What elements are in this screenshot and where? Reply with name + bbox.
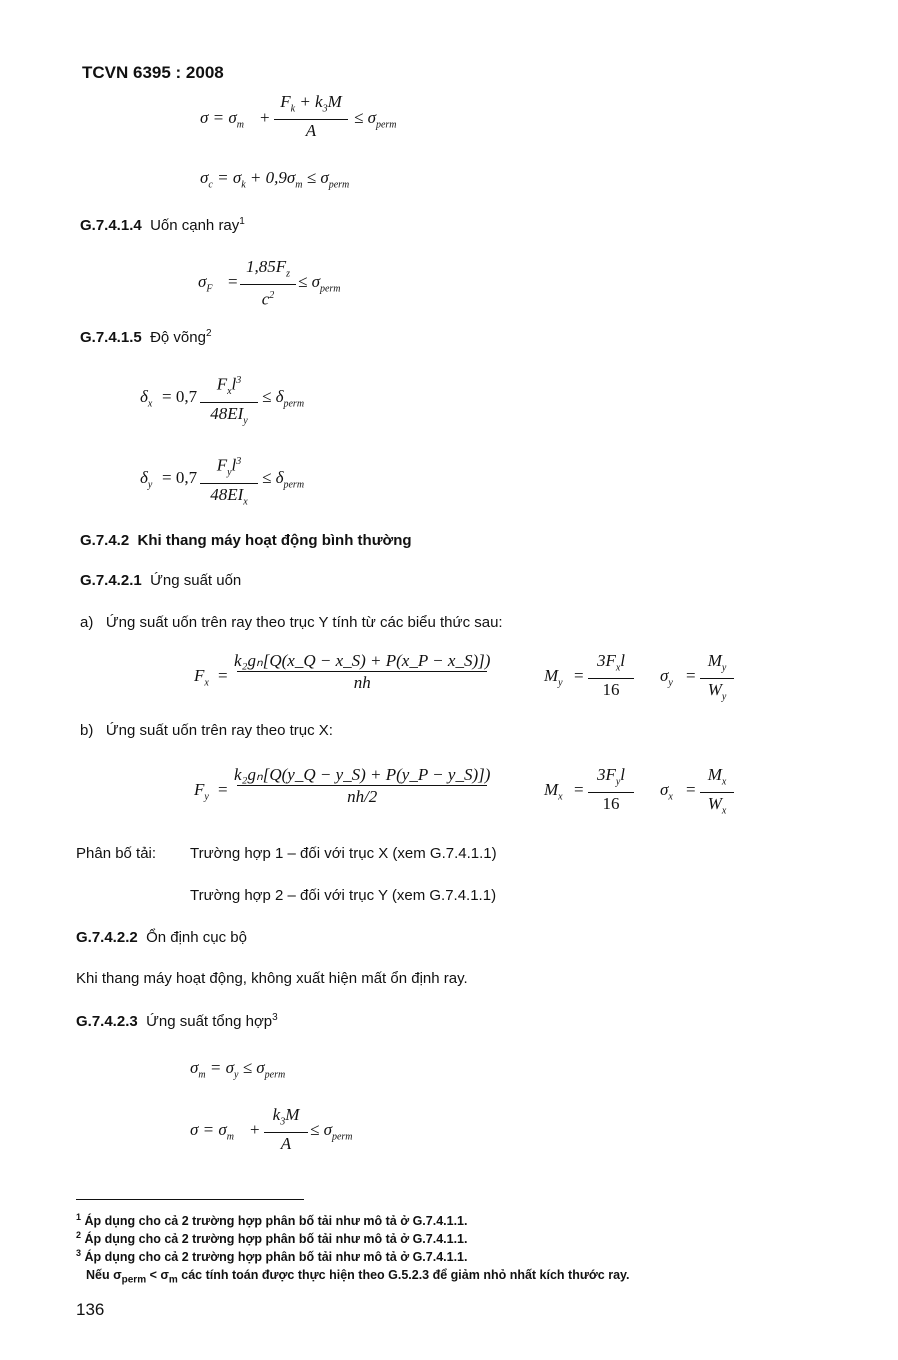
eq7-m-num-tail: l (620, 765, 626, 784)
heading-g7442 (80, 532, 412, 549)
eq1-lhs-text: σ = σ (200, 108, 237, 127)
eq7-s-equals: = (686, 780, 696, 799)
eq9-lhs-text: σ = σ (190, 1120, 227, 1139)
eq4-lhs-text: δ (140, 387, 148, 406)
heading-g74422 (76, 929, 247, 946)
eq7-m-fraction (588, 764, 634, 814)
heading-code: G.7.4.1.5 (80, 329, 142, 346)
eq4-num-sup: 3 (236, 375, 242, 386)
eq6-m-num-tail: l (620, 651, 626, 670)
eq4-num-tail: l (231, 374, 237, 394)
footnote-mark: 3 (76, 1248, 82, 1258)
eq3-num-sub: z (286, 268, 291, 280)
eq1-rel-sub: perm (375, 119, 397, 131)
heading-g74421 (80, 572, 241, 589)
eq6-equals: = (218, 666, 228, 685)
eq5-rel (262, 468, 304, 490)
eq5-lhs-text: δ (140, 468, 148, 487)
list-marker: a) (80, 614, 94, 631)
eq6-fraction (232, 650, 492, 693)
load-distribution-label: Phân bố tải: (76, 845, 157, 862)
eq5-fraction (200, 451, 258, 512)
list-text: Ứng suất uốn trên ray theo trục X: (105, 722, 333, 739)
eq2-c: + 0,9σ (245, 168, 296, 187)
footnote-3 (76, 1248, 467, 1264)
eq5-rel-text: ≤ δ (262, 468, 284, 487)
eq6-m-sub: y (558, 677, 563, 689)
eq7-s-den-sub: x (721, 805, 727, 817)
eq1-rel (354, 108, 397, 130)
eq8-c: ≤ σ (238, 1058, 265, 1077)
eq6-s-equals: = (686, 666, 696, 685)
list-item-b (80, 722, 333, 739)
eq6-m-denominator: 16 (588, 678, 634, 700)
eq3-numerator (244, 256, 292, 284)
fn-extra-c: các tính toán được thực hiện theo G.5.2.3 để giảm nhỏ nhất kích thước ray. (177, 1268, 630, 1282)
eq4-rel-sub: perm (283, 398, 305, 410)
fn-extra-sub2: m (168, 1274, 178, 1286)
eq7-m: M (544, 780, 559, 799)
eq7-m-sub: x (558, 791, 563, 803)
eq6-m-num-sub: x (615, 662, 621, 674)
heading-code: G.7.4.2.1 (80, 572, 142, 589)
eq1-num-c: M (327, 92, 342, 111)
eq7-m-denominator: 16 (588, 792, 634, 814)
eq5-den: 48EI (210, 485, 244, 505)
eq6-m-equals: = (574, 666, 584, 685)
footnote-ref: 3 (272, 1012, 278, 1023)
eq4-lhs-sub: x (147, 398, 153, 410)
footnote-text: Áp dụng cho cả 2 trường hợp phân bố tải như mô tả ở G.7.4.1.1. (84, 1232, 468, 1247)
eq3-lhs-text: σ (198, 272, 207, 291)
eq6-m-num: 3F (596, 651, 616, 670)
eq3-lhs (198, 272, 213, 294)
eq6-m: M (544, 666, 559, 685)
eq5-den-sub: x (243, 496, 248, 508)
list-text: Ứng suất uốn trên ray theo trục Y tính từ các biểu thức sau: (105, 614, 503, 631)
eq7-m-lhs (544, 780, 563, 802)
eq3-rel-text: ≤ σ (298, 272, 320, 291)
eq6-m-lhs (544, 666, 563, 688)
eq7-equals: = (218, 780, 228, 799)
eq5-num: F (216, 455, 228, 475)
eq6-m-fraction (588, 650, 634, 700)
eq5-num-sup: 3 (236, 456, 242, 467)
eq6-m-numerator (595, 650, 627, 678)
eq9-lhs (190, 1120, 234, 1142)
heading-title: Ứng suất uốn (150, 572, 242, 589)
eq7-m-numerator (595, 764, 627, 792)
eq4-numerator (215, 370, 244, 402)
eq4-num-sub: x (227, 386, 232, 398)
heading-title: Khi thang máy hoạt động bình thường (137, 532, 412, 549)
eq9-rel (310, 1120, 353, 1142)
footnote-ref: 2 (205, 328, 212, 339)
footnote-2 (76, 1230, 467, 1246)
eq9-numerator (271, 1104, 302, 1132)
heading-code: G.7.4.2.3 (76, 1013, 138, 1030)
eq4-rel-text: ≤ δ (262, 387, 284, 406)
eq5-lhs-sub: y (147, 479, 153, 491)
eq7-lhs-text: F (194, 780, 205, 799)
eq6-lhs-sub: x (204, 677, 209, 689)
heading-g74114 (80, 216, 245, 234)
footnote-mark: 2 (76, 1230, 82, 1240)
eq7-lhs-sub: y (204, 791, 209, 803)
eq7-lhs (194, 780, 209, 802)
eq6-s-sub: y (668, 677, 673, 689)
page-number: 136 (76, 1300, 105, 1319)
eq9-sub: m (226, 1131, 234, 1143)
eq5-num-sub: y (227, 467, 232, 479)
eq5-coef: = 0,7 (162, 468, 198, 487)
eq7-s-num-sub: x (721, 776, 727, 788)
eq7-s-den: W (707, 794, 722, 814)
eq6-s-fraction (700, 650, 734, 708)
eq2-sub-k: k (241, 179, 246, 191)
eq5-rel-sub: perm (283, 479, 305, 491)
footnote-ref: 1 (239, 216, 245, 227)
heading-code: G.7.4.2 (80, 532, 130, 549)
eq3-num: 1,85F (245, 257, 287, 276)
eq6-s-denominator (700, 678, 734, 707)
eq3-fraction (240, 256, 296, 310)
eq9-denominator: A (264, 1132, 308, 1154)
eq6-s-numerator (706, 650, 729, 678)
eq6-s: σ (660, 666, 669, 685)
eq4-lhs (140, 387, 152, 409)
eq8-b: = σ (205, 1058, 234, 1077)
eq3-den: c (261, 290, 270, 310)
eq4-denominator (200, 402, 258, 431)
eq7-numerator: k₂gₙ[Q(y_Q − y_S) + P(y_P − y_S)]) (234, 765, 491, 784)
eq3-den-sup: 2 (269, 290, 275, 302)
footnote-text: Áp dụng cho cả 2 trường hợp phân bố tải như mô tả ở G.7.4.1.1. (84, 1250, 468, 1265)
footnote-mark: 1 (76, 1212, 82, 1222)
eq2-sub-c: c (208, 179, 213, 191)
eq6-s-den: W (707, 680, 722, 700)
eq1-numerator (278, 91, 344, 119)
eq3-rel-sub: perm (319, 283, 341, 295)
eq4-num: F (216, 374, 228, 394)
equation-compression-stress (200, 168, 349, 190)
list-marker: b) (80, 722, 94, 739)
eq1-fraction (274, 91, 348, 141)
eq9-num: k (272, 1105, 281, 1124)
footnote-separator (76, 1199, 304, 1200)
eq1-num-sub2: 3 (322, 103, 328, 115)
eq9-fraction (264, 1104, 308, 1154)
heading-g74423 (76, 1012, 278, 1030)
eq7-s-lhs (660, 780, 673, 802)
eq7-s-denominator (700, 792, 734, 821)
eq8-sub-m: m (198, 1069, 206, 1081)
eq7-s: σ (660, 780, 669, 799)
eq4-rel (262, 387, 304, 409)
eq5-num-tail: l (231, 455, 237, 475)
eq1-rel-text: ≤ σ (354, 108, 376, 127)
eq4-den-sub: y (243, 415, 248, 427)
eq8-sub-perm: perm (264, 1069, 286, 1081)
list-item-a (80, 614, 503, 631)
heading-title: Độ võng (150, 329, 206, 346)
eq7-m-equals: = (574, 780, 584, 799)
eq6-s-den-sub: y (721, 691, 727, 703)
heading-title: Ổn định cục bộ (146, 929, 247, 946)
eq3-denominator (240, 284, 296, 310)
eq1-plus: + (260, 108, 270, 127)
eq9-plus: + (250, 1120, 260, 1139)
load-case-2: Trường hợp 2 – đối với trục Y (xem G.7.4.1.1) (190, 887, 497, 904)
eq6-s-num-sub: y (721, 662, 727, 674)
eq6-s-num: M (707, 651, 722, 670)
eq7-denominator: nh/2 (237, 785, 487, 807)
fn-extra-a: Nếu σ (86, 1268, 122, 1282)
eq9-num-sub: 3 (280, 1116, 286, 1128)
eq3-equals: = (228, 272, 238, 291)
heading-title: Ứng suất tổng hợp (146, 1013, 273, 1030)
eq3-rel (298, 272, 341, 294)
heading-code: G.7.4.2.2 (76, 929, 138, 946)
eq8-a: σ (190, 1058, 199, 1077)
eq6-lhs-text: F (194, 666, 205, 685)
eq7-m-num: 3F (596, 765, 616, 784)
eq6-denominator: nh (237, 671, 487, 693)
eq9-rel-sub: perm (331, 1131, 353, 1143)
eq7-s-num: M (707, 765, 722, 784)
fn-extra-b: < σ (146, 1268, 169, 1282)
heading-code: G.7.4.1.4 (80, 217, 142, 234)
eq2-d: ≤ σ (302, 168, 329, 187)
eq5-denominator (200, 483, 258, 512)
eq7-s-fraction (700, 764, 734, 822)
eq1-denominator: A (274, 119, 348, 141)
eq4-den: 48EI (210, 404, 244, 424)
eq3-lhs-sub: F (206, 283, 213, 295)
eq7-s-sub: x (668, 791, 673, 803)
eq1-lhs (200, 108, 244, 130)
eq7-s-numerator (706, 764, 729, 792)
eq1-num-b: + k (295, 92, 323, 111)
heading-title: Uốn cạnh ray (150, 217, 240, 234)
eq4-fraction (200, 370, 258, 431)
eq1-sub: m (236, 119, 244, 131)
heading-g74115 (80, 328, 212, 346)
stability-paragraph: Khi thang máy hoạt động, không xuất hiện mất ổn định ray. (76, 970, 468, 987)
eq9-num-tail: M (285, 1105, 300, 1124)
eq6-s-lhs (660, 666, 673, 688)
eq2-a: σ (200, 168, 209, 187)
eq5-numerator (215, 451, 244, 483)
footnote-text: Áp dụng cho cả 2 trường hợp phân bố tải như mô tả ở G.7.4.1.1. (84, 1214, 468, 1229)
footnote-1 (76, 1212, 467, 1228)
eq8-sub-y: y (233, 1069, 239, 1081)
eq7-m-num-sub: y (615, 776, 621, 788)
equation-combined-m (190, 1058, 285, 1080)
footnote-3-continuation (86, 1268, 630, 1286)
load-case-1: Trường hợp 1 – đối với trục X (xem G.7.4.1.1) (190, 845, 497, 862)
eq2-sub-perm: perm (328, 179, 350, 191)
eq7-fraction (232, 764, 492, 807)
eq1-num-a: F (280, 92, 291, 111)
eq2-b: = σ (212, 168, 242, 187)
standard-header: TCVN 6395 : 2008 (82, 63, 224, 82)
eq2-sub-m: m (295, 179, 303, 191)
eq6-numerator: k₂gₙ[Q(x_Q − x_S) + P(x_P − x_S)]) (234, 651, 491, 670)
eq4-coef: = 0,7 (162, 387, 198, 406)
eq6-lhs (194, 666, 209, 688)
eq1-num-sub: k (290, 103, 296, 115)
eq5-lhs (140, 468, 152, 490)
eq9-rel-text: ≤ σ (310, 1120, 332, 1139)
fn-extra-sub1: perm (121, 1274, 147, 1286)
